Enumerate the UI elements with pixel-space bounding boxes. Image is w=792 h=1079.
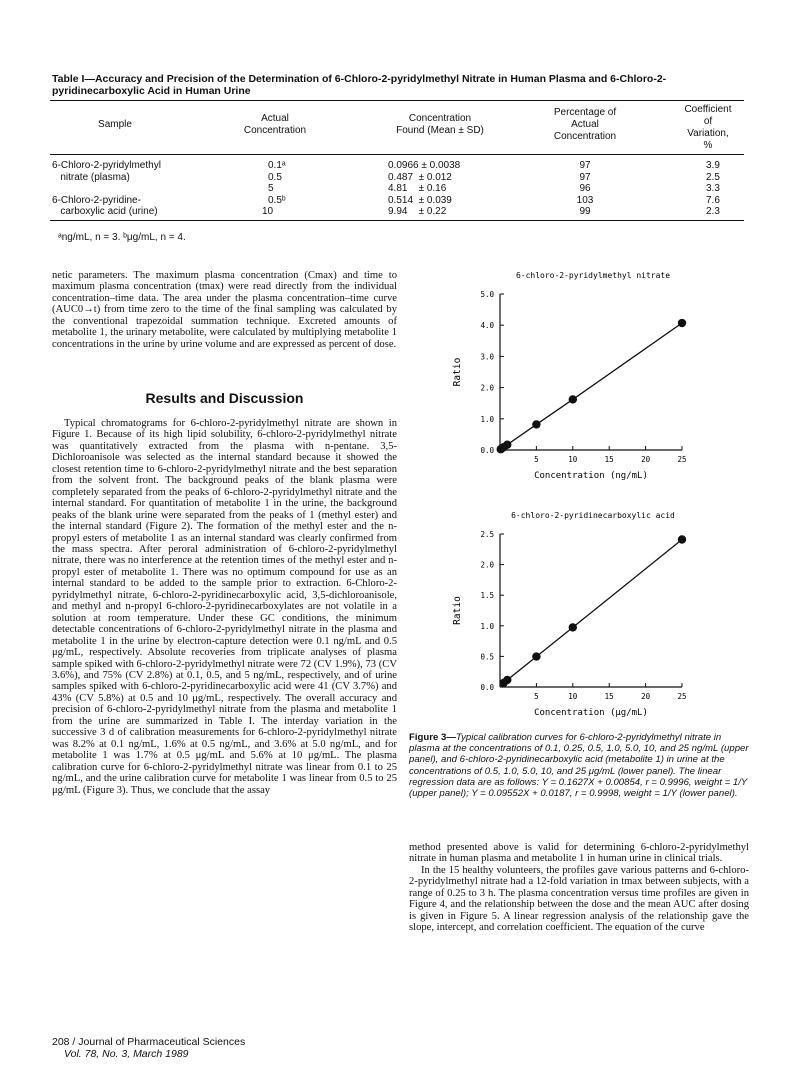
cell-found: 9.94 ± 0.22 xyxy=(388,206,447,217)
cell-cv: 2.3 xyxy=(706,206,720,217)
x-tick-label: 20 xyxy=(641,692,651,701)
cell-cv: 2.5 xyxy=(706,171,720,183)
data-point xyxy=(503,676,511,684)
header-cv-4: % xyxy=(703,140,713,151)
x-tick-label: 5 xyxy=(534,692,539,701)
y-tick-label: 0.0 xyxy=(480,683,494,692)
cell-cv: 3.3 xyxy=(706,183,720,194)
calibration-chart-urine xyxy=(430,508,720,728)
intro-text: netic parameters. The maximum plasma concentration (Cmax) and time to maximum plasma concentration (tmax) were read directly from the individual concentration–time data. The area under the plasma concentration–time curve (AUC0→t) from time zero to the time of the final sampling was calculated by the conventional trapezoidal summation technique. Excreted amounts of metabolite 1, the urinary metabolite, were calculated by multiplying metabolite 1 concentrations in the urine by urine volume and are expressed as percent of dose. xyxy=(52,270,397,350)
x-tick-label: 15 xyxy=(604,455,614,464)
cell-pct: 97 xyxy=(579,160,591,171)
y-tick-label: 2.0 xyxy=(480,383,494,393)
left-intro-paragraph xyxy=(52,270,397,350)
data-point xyxy=(569,395,577,403)
cell-pct: 97 xyxy=(579,171,591,183)
cell-actual: 10 xyxy=(262,206,274,217)
x-tick-label: 5 xyxy=(534,455,539,464)
header-pct-1: Percentage of xyxy=(553,107,617,118)
cell-sample: 6-Chloro-2-pyridine- xyxy=(52,194,141,206)
cell-cv: 3.9 xyxy=(706,160,720,171)
header-cv-1: Coefficient xyxy=(684,104,732,115)
x-tick-label: 25 xyxy=(677,692,687,701)
data-point xyxy=(532,652,540,660)
data-point xyxy=(678,535,686,543)
figure-caption-text: Typical calibration curves for 6-chloro-2-pyridylmethyl nitrate in plasma at the concentrations of 0.1, 0.25, 0.5, 1.0, 5.0, 10, and 25 ng/mL (upper panel), and 6-chloro-2-pyridinecarboxylic acid (metabolite 1) in urine at the concentrations of 0.5, 1.0, 5.0, 10, and 25 μg/mL (lower panel). The linear regression data are as follows: Y = 0.1627X + 0.00854, r = 0.9996, weight = 1/Y (upper panel); Y = 0.09552X + 0.0187, r = 0.9998, weight = 1/Y (lower panel). xyxy=(409,732,749,800)
chart-title: 6-chloro-2-pyridinecarboxylic acid xyxy=(511,511,675,520)
header-cv-2: of xyxy=(703,116,713,127)
header-pct-2: Actual xyxy=(571,119,599,130)
y-tick-label: 0.0 xyxy=(480,446,494,455)
calibration-line xyxy=(501,323,682,449)
section-heading: Results and Discussion xyxy=(145,390,304,406)
cell-actual: 0.1ᵃ xyxy=(268,160,286,171)
y-axis-label: Ratio xyxy=(452,596,463,625)
header-found-2: Found (Mean ± SD) xyxy=(396,125,484,136)
header-found-1: Concentration xyxy=(408,113,472,124)
header-actual-2: Concentration xyxy=(243,125,307,136)
cell-actual: 0.5 xyxy=(268,171,282,183)
header-actual-1: Actual xyxy=(261,113,289,124)
table-header-rule xyxy=(50,154,744,155)
footer-journal: 208 / Journal of Pharmaceutical Sciences xyxy=(52,1036,246,1048)
cell-pct: 103 xyxy=(576,194,594,206)
cell-sample: carboxylic acid (urine) xyxy=(52,206,158,217)
cell-found: 0.0966 ± 0.0038 xyxy=(388,160,461,171)
y-tick-label: 3.0 xyxy=(480,352,494,362)
data-point xyxy=(678,319,686,327)
cell-actual: 5 xyxy=(268,183,274,194)
data-point xyxy=(532,420,540,428)
cell-found: 0.514 ± 0.039 xyxy=(388,194,452,206)
cell-found: 4.81 ± 0.16 xyxy=(388,183,447,194)
cell-found: 0.487 ± 0.012 xyxy=(388,171,452,183)
calibration-chart-plasma xyxy=(430,268,720,493)
y-tick-label: 1.5 xyxy=(480,591,494,601)
figure-caption-label: Figure 3— xyxy=(409,732,456,743)
figure-caption xyxy=(409,732,749,799)
cell-sample: nitrate (plasma) xyxy=(52,171,130,183)
table-top-rule xyxy=(50,100,744,101)
x-tick-label: 10 xyxy=(568,692,578,701)
table-bottom-rule xyxy=(50,220,744,221)
header-pct-3: Concentration xyxy=(553,131,617,142)
header-cv-3: Variation, xyxy=(687,128,729,139)
page-footer xyxy=(52,1036,245,1060)
x-axis-label: Concentration (ng/mL) xyxy=(534,471,648,481)
table-title: Table I—Accuracy and Precision of the Determination of 6-Chloro-2-pyridylmethyl Nitrate in Human Plasma and 6-Chloro-2-pyridinecarboxylic Acid in Human Urine xyxy=(52,73,667,97)
cell-pct: 99 xyxy=(579,206,591,217)
y-tick-label: 4.0 xyxy=(480,321,494,331)
y-tick-label: 2.0 xyxy=(480,560,494,570)
data-point xyxy=(569,623,577,631)
y-axis-label: Ratio xyxy=(452,357,463,387)
x-tick-label: 25 xyxy=(677,455,687,464)
x-tick-label: 10 xyxy=(568,455,578,464)
right-paragraph-2: In the 15 healthy volunteers, the profiles gave various patterns and 6-chloro-2-pyridylmethyl nitrate had a 12-fold variation in tmax between subjects, with a range of 0.25 to 3 h. The plasma concentration versus time profiles are given in Figure 4, and the relationship between the dose and the mean AUC after dosing is given in Figure 5. A linear regression analysis of the relationship gave the slope, intercept, and correlation coefficient. The equation of the curve xyxy=(409,864,749,934)
cell-cv: 7.6 xyxy=(706,194,720,206)
calibration-line xyxy=(504,540,682,683)
x-tick-label: 15 xyxy=(604,692,614,701)
cell-sample: 6-Chloro-2-pyridylmethyl xyxy=(52,160,161,171)
cell-actual: 0.5ᵇ xyxy=(268,194,286,206)
y-tick-label: 1.0 xyxy=(480,414,494,424)
x-axis-label: Concentration (μg/mL) xyxy=(534,708,648,718)
header-sample: Sample xyxy=(98,119,132,130)
y-tick-label: 5.0 xyxy=(480,290,494,299)
x-tick-label: 20 xyxy=(641,455,651,464)
footer-volume: Vol. 78, No. 3, March 1989 xyxy=(64,1048,189,1060)
y-tick-label: 0.5 xyxy=(480,652,494,662)
data-point xyxy=(503,440,511,448)
y-tick-label: 1.0 xyxy=(480,621,494,631)
table-footnote: ᵃng/mL, n = 3. ᵇμg/mL, n = 4. xyxy=(58,232,186,243)
right-paragraph-1: method presented above is valid for determining 6-chloro-2-pyridylmethyl nitrate in human plasma and metabolite 1 in human urine in clinical trials. xyxy=(409,842,749,865)
left-results-paragraph xyxy=(52,418,397,796)
results-text: Typical chromatograms for 6-chloro-2-pyridylmethyl nitrate are shown in Figure 1. Because of its high lipid solubility, 6-chloro-2-pyridylmethyl nitrate was quantitatively extracted from the plasma with n-pentane. 3,5-Dichloroanisole was selected as the internal standard because it showed the closest retention time to 6-chloro-2-pyridylmethyl nitrate and the best separation from the solvent front. The background peaks of the blank plasma were completely separated from the peaks of 6-chloro-2-pyridylmethyl nitrate and the internal standard. For quantitation of metabolite 1 in the urine, the background peaks of the blank urine were separated from the peaks of 1 (methyl ester) and the internal standard (Figure 2). The formation of the methyl ester and the n-propyl esters of metabolite 1 as an internal standard was clearly confirmed from the mass spectra. After peroral administration of 6-chloro-2-pyridylmethyl nitrate, there was no interference at the retention times of the methyl ester and n-propyl ester of metabolite 1. There was no optimum compound for use as an internal standard to be added to the sample prior to extraction. 6-Chloro-2-pyridylmethyl nitrate, 6-chloro-2-pyridinecarboxylic acid, 3,5-dichloroanisole, and methyl and n-propyl 6-chloro-2-pyridinecarboxylates are not volatile in a solution at room temperature. Under these GC conditions, the minimum detectable concentrations of 6-chloro-2-pyridylmethyl nitrate in the plasma and metabolite 1 in the urine by electron-capture detection were 0.1 ng/mL and 0.5 μg/mL, respectively. Absolute recoveries from triplicate analyses of plasma sample spiked with 6-chloro-2-pyridylmethyl nitrate were 72 (CV 1.9%), 73 (CV 3.6%), and 75% (CV 2.8%) at 0.1, 0.5, and 5 ng/mL, respectively, and of urine samples spiked with 6-chloro-2-pyridinecarboxylic acid were 41 (CV 3.7%) and 43% (CV 5.8%) at 0.5 and 10 μg/mL, respectively. The overall accuracy and precision of 6-chloro-2-pyridylmethyl nitrate from the plasma and metabolite 1 from the urine are summarized in Table I. The interday variation in the successive 3 d of calibration measurements for 6-chloro-2-pyridylmethyl nitrate was 8.2% at 0.1 ng/mL, 1.6% at 0.5 ng/mL, and 3.6% at 5.0 ng/mL, and for metabolite 1 was 1.7% at 0.5 μg/mL and 5.6% at 10 μg/mL. The plasma calibration curve for 6-chloro-2-pyridylmethyl nitrate was linear from 0.1 to 25 ng/mL, and the urine calibration curve for metabolite 1 was linear from 0.5 to 25 μg/mL (Figure 3). Thus, we conclude that the assay xyxy=(52,418,397,796)
chart-title: 6-chloro-2-pyridylmethyl nitrate xyxy=(515,271,671,280)
y-tick-label: 2.5 xyxy=(480,530,494,539)
right-text xyxy=(409,842,749,934)
cell-pct: 96 xyxy=(579,183,591,194)
